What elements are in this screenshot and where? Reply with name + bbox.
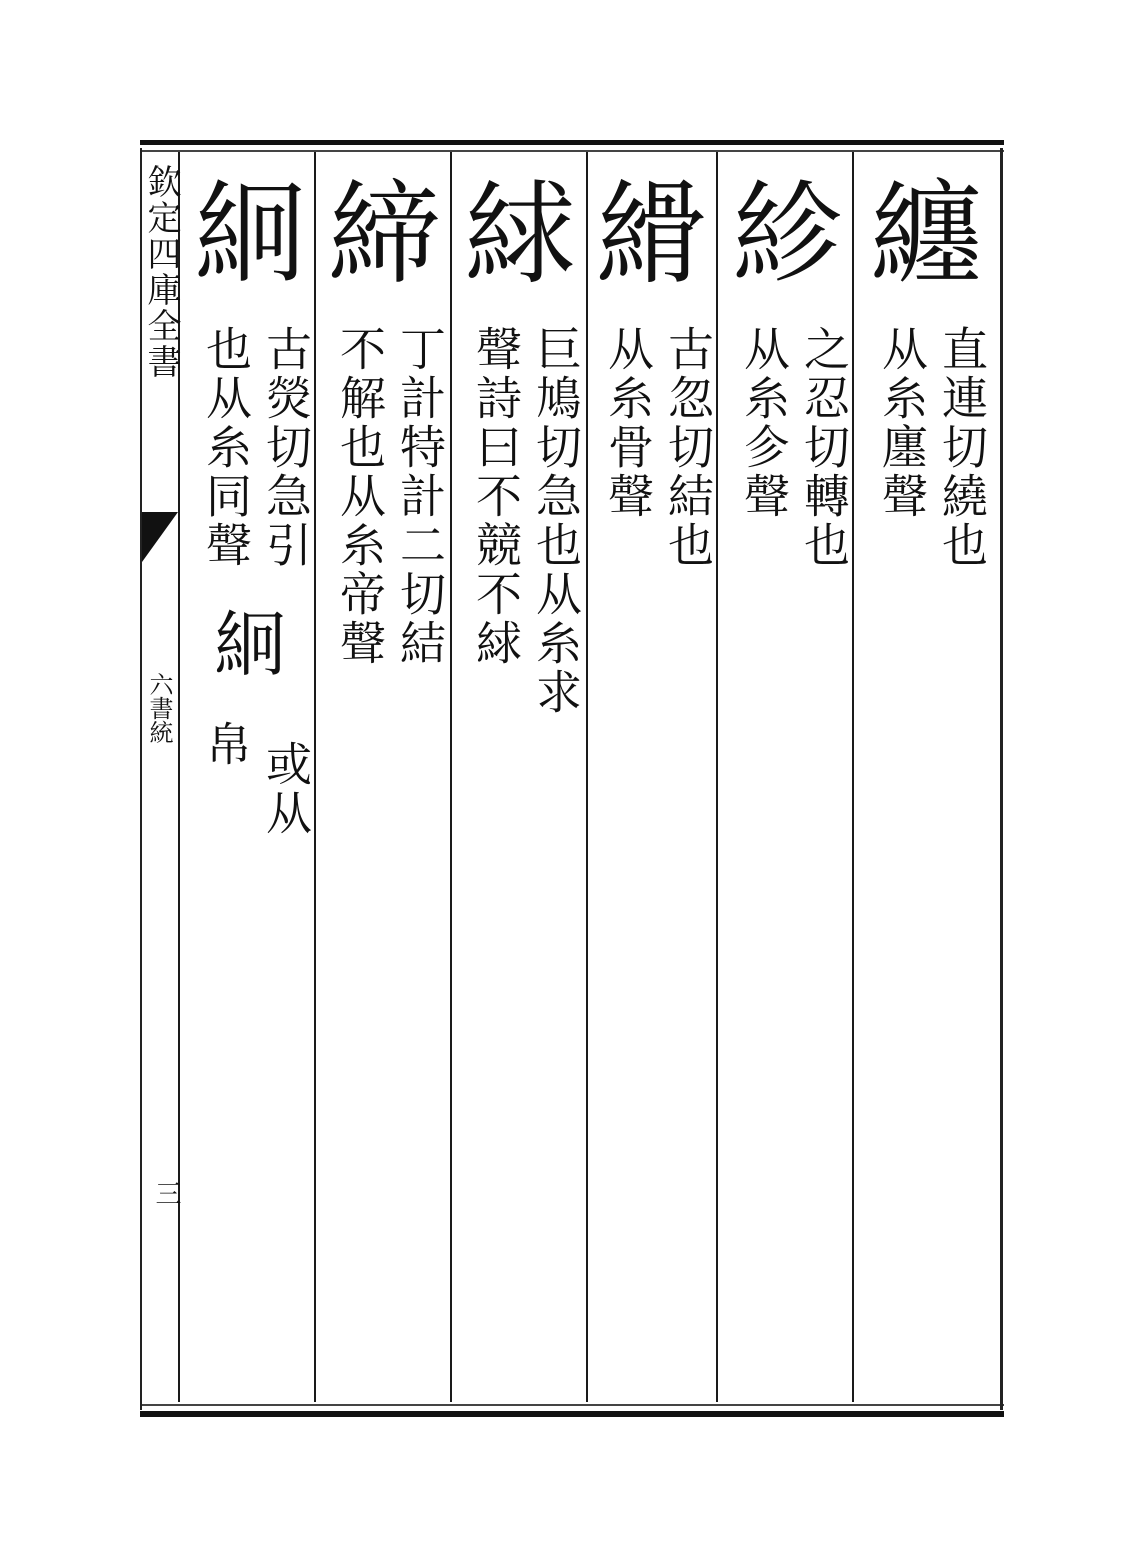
margin-spine [140,152,180,1402]
top-border-inner [140,150,1004,152]
entry-column [316,160,452,1390]
seal-character: 締 [328,170,440,300]
gloss-left: 聲詩曰不競不絿 [469,325,523,668]
fish-tail-mark [142,512,178,562]
entry-column [858,160,994,1390]
variant-gloss-right: 或从 [259,740,313,838]
seal-character: 纏 [870,170,982,300]
entry-column [584,160,720,1390]
seal-character: 縎 [596,170,708,300]
gloss-right: 古忽切結也 [661,325,715,570]
gloss-right: 丁計特計二切結 [393,325,447,668]
gloss-left: 从糸骨聲 [601,325,655,521]
right-frame-line [1000,148,1003,1410]
collection-title: 欽定四庫全書 [141,164,181,380]
variant-seal-character: 絅 [213,603,286,687]
gloss-right: 古熒切急引 [259,325,313,570]
bottom-border-inner [140,1404,1004,1406]
seal-character: 絿 [464,170,576,300]
entry-column [720,160,856,1390]
bottom-border [140,1411,1004,1417]
book-title: 六書統 [145,672,173,744]
seal-character: 絅 [194,170,306,300]
entry-column [182,160,318,1390]
variant-gloss-left: 帛 [199,720,253,769]
gloss-left: 从糸㐱聲 [737,325,791,521]
gloss-right: 之忍切轉也 [797,325,851,570]
gloss-right: 直連切繞也 [935,325,989,570]
top-border [140,140,1004,145]
page-number: 三 [151,1180,181,1206]
gloss-left: 不解也从糸帝聲 [333,325,387,668]
seal-character: 紾 [732,170,844,300]
gloss-left: 从糸廛聲 [875,325,929,521]
entry-column [452,160,588,1390]
gloss-left: 也从糸同聲 [199,325,253,570]
gloss-right: 巨鳩切急也从糸求 [529,325,583,717]
